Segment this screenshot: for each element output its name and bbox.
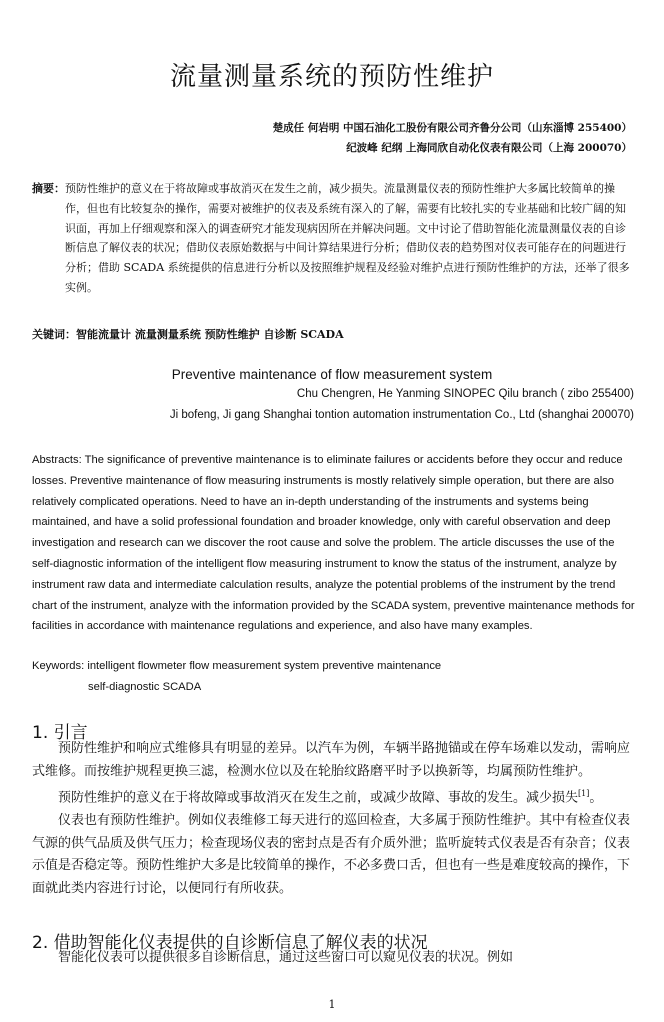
keywords-en-line-2: self-diagnostic SCADA	[88, 681, 202, 693]
keywords-en-line-1: Keywords: intelligent flowmeter flow measurement system preventive maintenance	[32, 660, 442, 672]
citation-ref: [1]	[578, 789, 590, 799]
abstract-cn	[32, 179, 636, 298]
abstract-en	[32, 450, 636, 637]
paper-title: 流量测量系统的预防性维护	[169, 62, 494, 92]
section-1-heading: 1. 引言	[32, 723, 88, 743]
section-1-paragraph-2-text: 预防性维护的意义在于将故障或事故消灭在发生之前，或减少故障、事故的发生。减少损失	[58, 790, 579, 806]
author-line-en-1: Chu Chengren, He Yanming SINOPEC Qilu branch ( zibo 255400)	[296, 388, 634, 400]
author-line-cn-2: 纪波峰 纪纲 上海同欣自动化仪表有限公司（上海 200070）	[346, 142, 632, 154]
section-2-paragraph-1: 智能化仪表可以提供很多自诊断信息，通过这些窗口可以窥见仪表的状况。例如	[58, 950, 514, 965]
page-number: 1	[328, 998, 336, 1011]
section-1-body	[32, 738, 636, 900]
keywords-cn: 关键词：智能流量计 流量测量系统 预防性维护 自诊断 SCADA	[32, 328, 344, 341]
abstract-en-text: Abstracts: The significance of preventive maintenance is to eliminate failures or accidents before they occur and reduce losses. Preventive maintenance of flow measuring instruments is mostly relatively simple operation, but there are also relatively complicated operations. Need to have an in-depth understanding of the instruments and systems being maintained, and have a solid professional foundation and broader knowledge, only with careful observation and deep investigation and research can we discover the root cause and solve the problem. The article discusses the use of the self-diagnostic information of the intelligent flow measuring instrument to know the status of the instrument, analyze by instrument raw data and intermediate calculation results, analyze the potential problems of the instrument by the trend chart of the instrument, analyze with the information provided by the SCADA system, preventive maintenance methods for facilities in accordance with maintenance regulations and experience, and also have many examples.	[32, 454, 635, 633]
section-2-body	[32, 947, 636, 970]
section-1-paragraph-1: 预防性维护和响应式维修具有明显的差异。以汽车为例，车辆半路抛锚或在停车场难以发动，需响应式维修。而按维护规程更换三滤，检测水位以及在轮胎纹路磨平时予以换新等，均属预防性维护。	[32, 741, 631, 779]
author-line-en-2: Ji bofeng, Ji gang Shanghai tontion automation instrumentation Co., Ltd (shanghai 200070)	[169, 409, 634, 421]
section-1-paragraph-2-end: 。	[589, 790, 603, 806]
abstract-cn-label: 摘要：	[32, 182, 65, 195]
section-1-paragraph-2	[32, 783, 636, 810]
author-line-cn-1: 楚成任 何岩明 中国石油化工股份有限公司齐鲁分公司（山东淄博 255400）	[272, 122, 632, 134]
section-2-heading: 2. 借助智能化仪表提供的自诊断信息了解仪表的状况	[32, 933, 428, 953]
english-title: Preventive maintenance of flow measurement system	[171, 367, 493, 382]
section-1-paragraph-3: 仪表也有预防性维护。例如仪表维修工每天进行的巡回检查，大多属于预防性维护。其中有检查仪表气源的供气品质及供气压力；检查现场仪表的密封点是否有介质外泄；监听旋转式仪表是否有杂音；仪表示值是否稳定等。预防性维护大多是比较简单的操作，不必多费口舌，但也有一些是难度较高的操作，下面就此类内容进行讨论，以便同行有所收获。	[32, 813, 631, 896]
abstract-cn-text: 预防性维护的意义在于将故障或事故消灭在发生之前，减少损失。流量测量仪表的预防性维护大多属比较简单的操作，但也有比较复杂的操作，需要对被维护的仪表及系统有深入的了解，需要有比较扎实的专业基础和比较广阔的知识面，再加上仔细观察和深入的调查研究才能发现病因所在并解决问题。文中讨论了借助智能化流量测量仪表的自诊断信息了解仪表的状况；借助仪表原始数据与中间计算结果进行分析；借助仪表的趋势图对仪表可能存在的问题进行分析；借助 SCADA 系统提供的信息进行分析以及按照维护规程及经验对维护点进行预防性维护的方法，还举了很多实例。	[65, 182, 630, 294]
